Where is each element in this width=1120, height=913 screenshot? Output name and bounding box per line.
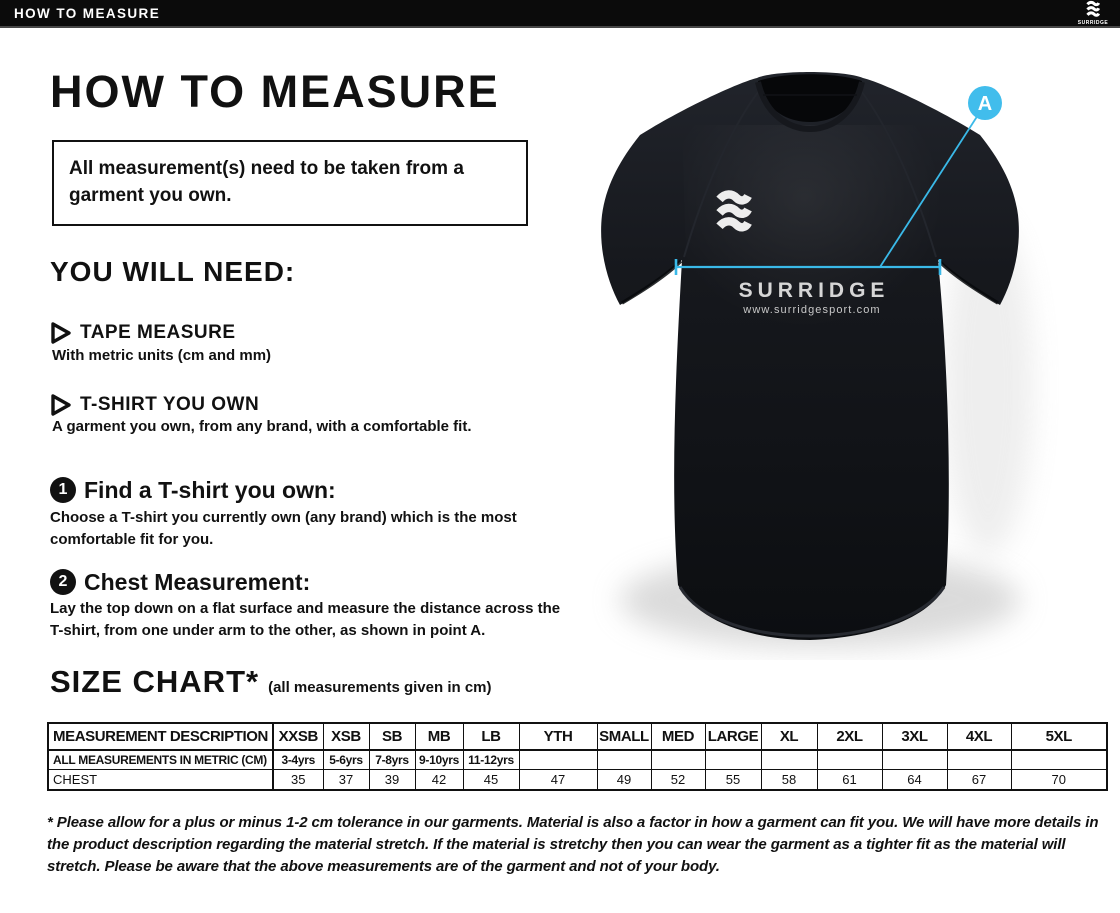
table-cell: 67 (947, 769, 1011, 790)
you-will-need-heading: YOU WILL NEED: (50, 256, 296, 287)
surridge-logo-icon (1074, 0, 1120, 26)
size-chart-footnote: * Please allow for a plus or minus 1-2 cm tolerance in our garments. Material is also a factor in how a garment can fit you. We will have more details in the product description regarding the material stretch. If the material is stretchy then you can wear the garment as a tighter fit as the material will stretch. Please be aware that the above measurements are of the garment and not of your body. (47, 814, 1099, 875)
size-chart-subtitle: (all measurements given in cm) (268, 679, 492, 696)
table-cell (1011, 750, 1107, 769)
table-cell (519, 750, 597, 769)
need-item-label: TAPE MEASURE (80, 322, 236, 343)
column-header: 2XL (817, 723, 882, 750)
column-header: XXSB (273, 723, 323, 750)
table-cell (597, 750, 651, 769)
table-row (48, 750, 1107, 769)
column-header: XSB (323, 723, 369, 750)
surridge-s-chest-icon (720, 194, 749, 227)
table-cell: 45 (463, 769, 519, 790)
table-cell: 58 (761, 769, 817, 790)
triangle-bullet-icon (50, 393, 72, 417)
table-cell (817, 750, 882, 769)
table-cell: 70 (1011, 769, 1107, 790)
table-cell: 49 (597, 769, 651, 790)
size-chart-heading (50, 664, 492, 700)
chest-website-text: www.surridgesport.com (743, 304, 881, 316)
need-item-description: With metric units (cm and mm) (52, 347, 272, 364)
need-item-label: T-SHIRT YOU OWN (80, 394, 260, 415)
topbar-brand-text: SURRIDGE (1077, 20, 1109, 26)
table-row (48, 769, 1107, 790)
size-chart-title: SIZE CHART* (50, 664, 260, 699)
step-number-badge: 2 (50, 569, 76, 595)
table-cell: 3-4yrs (273, 750, 323, 769)
column-header: MEASUREMENT DESCRIPTION (48, 723, 273, 750)
column-header: XL (761, 723, 817, 750)
table-cell: 42 (415, 769, 463, 790)
column-header: 3XL (882, 723, 947, 750)
table-cell (882, 750, 947, 769)
column-header: SB (369, 723, 415, 750)
row-label: CHEST (48, 769, 273, 790)
table-cell: 61 (817, 769, 882, 790)
table-cell (761, 750, 817, 769)
triangle-bullet-icon (50, 321, 72, 345)
step-number-badge: 1 (50, 477, 76, 503)
surridge-logo-svg (1074, 0, 1112, 26)
table-cell: 37 (323, 769, 369, 790)
size-chart-table (47, 722, 1108, 791)
step-description: Choose a T-shirt you currently own (any brand) which is the most comfortable fit for you. (50, 509, 517, 548)
marker-a-label: A (977, 93, 993, 115)
need-item-description: A garment you own, from any brand, with a comfortable fit. (52, 418, 472, 435)
column-header: 5XL (1011, 723, 1107, 750)
table-cell: 64 (882, 769, 947, 790)
step-description: Lay the top down on a flat surface and measure the distance across the T-shirt, from one under arm to the other, as shown in point A. (50, 600, 561, 639)
topbar-title: HOW TO MEASURE (14, 5, 161, 21)
table-header-row (48, 723, 1107, 750)
column-header: SMALL (597, 723, 651, 750)
table-cell: 55 (705, 769, 761, 790)
table-cell (947, 750, 1011, 769)
column-header: 4XL (947, 723, 1011, 750)
column-header: LARGE (705, 723, 761, 750)
column-header: MED (651, 723, 705, 750)
top-bar (0, 0, 1120, 28)
step-title: Chest Measurement: (84, 569, 311, 595)
table-cell (651, 750, 705, 769)
page-title: HOW TO MEASURE (50, 66, 500, 117)
tshirt-product-image (580, 65, 1100, 660)
notice-box: All measurement(s) need to be taken from a garment you own. (52, 140, 528, 226)
tshirt-illustration (580, 65, 1100, 660)
table-cell: 35 (273, 769, 323, 790)
table-cell: 39 (369, 769, 415, 790)
table-cell: 52 (651, 769, 705, 790)
step-title: Find a T-shirt you own: (84, 477, 336, 503)
chest-wordmark: SURRIDGE (738, 279, 890, 302)
table-cell: 9-10yrs (415, 750, 463, 769)
table-cell (705, 750, 761, 769)
table-cell: 7-8yrs (369, 750, 415, 769)
table-cell: 5-6yrs (323, 750, 369, 769)
table-cell: 47 (519, 769, 597, 790)
row-label: ALL MEASUREMENTS IN METRIC (CM) (48, 750, 273, 769)
table-cell: 11-12yrs (463, 750, 519, 769)
column-header: LB (463, 723, 519, 750)
column-header: YTH (519, 723, 597, 750)
column-header: MB (415, 723, 463, 750)
size-chart-table-container (47, 722, 1108, 791)
